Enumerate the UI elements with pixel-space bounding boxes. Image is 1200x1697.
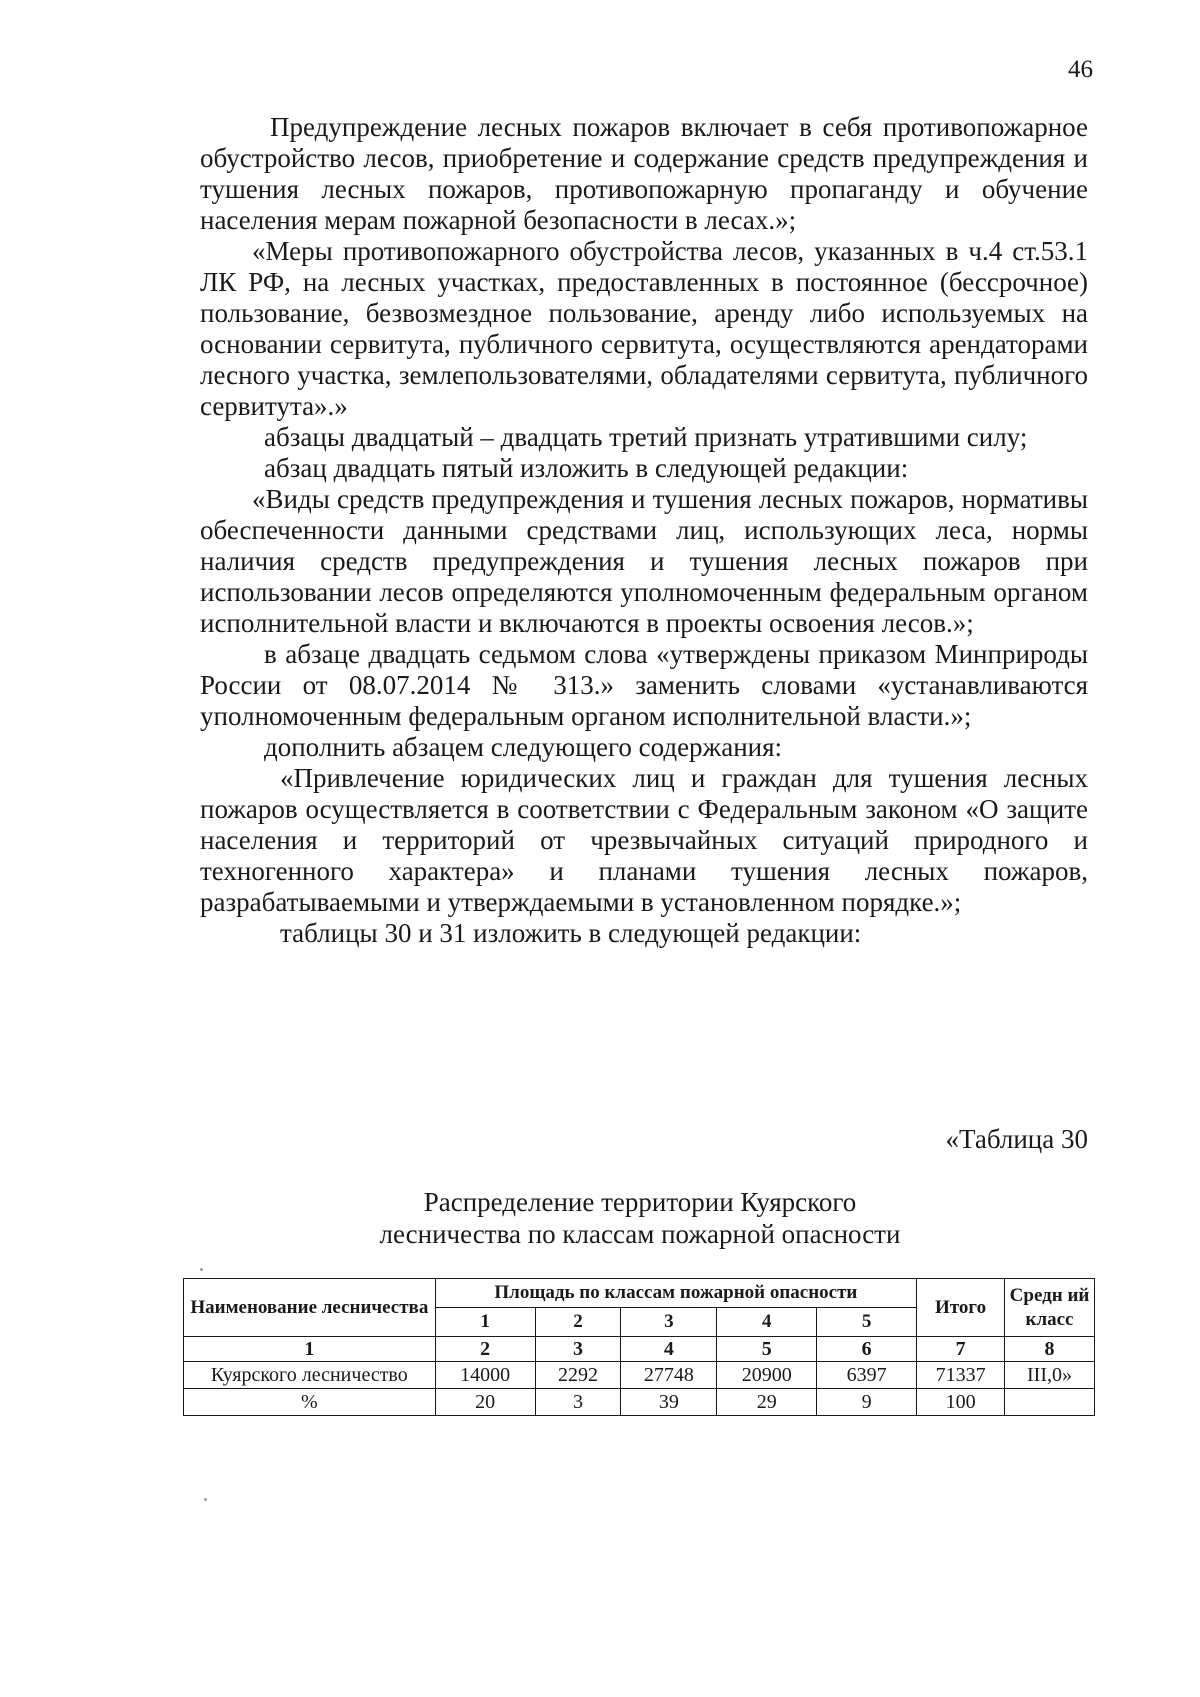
column-number-row bbox=[184, 1337, 1095, 1362]
table-cell: III,0» bbox=[1005, 1362, 1095, 1389]
table-row bbox=[184, 1389, 1095, 1416]
header-class: 4 bbox=[717, 1308, 817, 1337]
table-cell: 3 bbox=[535, 1389, 621, 1416]
paragraph: в абзаце двадцать седьмом слова «утверждены приказом Минприроды России от 08.07.2014 № 313.» заменить словами «устанавливаются уполномоченным федеральным органом исполнительной власти.»; bbox=[200, 639, 1088, 731]
column-number: 5 bbox=[717, 1337, 817, 1362]
table-cell: 29 bbox=[717, 1389, 817, 1416]
table-caption bbox=[360, 1186, 920, 1250]
fire-class-table bbox=[183, 1278, 1095, 1416]
table-cell: 14000 bbox=[435, 1362, 535, 1389]
table-cell bbox=[1005, 1389, 1095, 1416]
column-number: 7 bbox=[917, 1337, 1005, 1362]
header-forestry-name: Наименование лесничества bbox=[184, 1279, 436, 1337]
paragraph: таблицы 30 и 31 изложить в следующей редакции: bbox=[280, 918, 862, 948]
table-cell: Куярского лесничество bbox=[184, 1362, 436, 1389]
table-caption-line: Распределение территории Куярского bbox=[423, 1187, 857, 1217]
header-class: 3 bbox=[621, 1308, 717, 1337]
header-average-class: Средн ий класс bbox=[1005, 1279, 1095, 1337]
body-text bbox=[200, 112, 1088, 949]
table-cell: 6397 bbox=[817, 1362, 917, 1389]
header-total: Итого bbox=[917, 1279, 1005, 1337]
paragraph: абзац двадцать пятый изложить в следующей редакции: bbox=[264, 453, 909, 483]
table-cell: 20 bbox=[435, 1389, 535, 1416]
paragraph: Предупреждение лесных пожаров включает в себя противопожарное обустройство лесов, приобретение и содержание средств предупреждения и тушения лесных пожаров, противопожарную пропаганду и обучение населения мерам пожарной безопасности в лесах.»; bbox=[200, 112, 1088, 235]
table-cell: 27748 bbox=[621, 1362, 717, 1389]
header-class: 2 bbox=[535, 1308, 621, 1337]
column-number: 1 bbox=[184, 1337, 436, 1362]
table-caption-line: лесничества по классам пожарной опасности bbox=[379, 1219, 901, 1249]
column-number: 2 bbox=[435, 1337, 535, 1362]
column-number: 4 bbox=[621, 1337, 717, 1362]
header-area-by-class: Площадь по классам пожарной опасности bbox=[435, 1279, 916, 1308]
table-cell: 100 bbox=[917, 1389, 1005, 1416]
column-number: 6 bbox=[817, 1337, 917, 1362]
table-cell: % bbox=[184, 1389, 436, 1416]
table-cell: 71337 bbox=[917, 1362, 1005, 1389]
table-label: «Таблица 30 bbox=[945, 1124, 1088, 1154]
paragraph: абзацы двадцатый – двадцать третий признать утратившими силу; bbox=[264, 422, 1028, 452]
paragraph: «Меры противопожарного обустройства лесов, указанных в ч.4 ст.53.1 ЛК РФ, на лесных участках, предоставленных в постоянное (бессрочное) пользование, безвозмездное пользование, аренду либо используемых на основании сервитута, публичного сервитута, осуществляются арендаторами лесного участка, землепользователями, обладателями сервитута, публичного сервитута».» bbox=[200, 236, 1088, 421]
paragraph: дополнить абзацем следующего содержания: bbox=[264, 732, 783, 762]
paragraph: «Виды средств предупреждения и тушения лесных пожаров, нормативы обеспеченности данными средствами лиц, использующих леса, нормы наличия средств предупреждения и тушения лесных пожаров при использовании лесов определяются уполномоченным федеральным органом исполнительной власти и включаются в проекты освоения лесов.»; bbox=[200, 484, 1088, 638]
table-cell: 9 bbox=[817, 1389, 917, 1416]
header-class: 5 bbox=[817, 1308, 917, 1337]
page-number: 46 bbox=[1068, 56, 1093, 83]
scan-speck bbox=[200, 1268, 203, 1271]
header-class: 1 bbox=[435, 1308, 535, 1337]
table-row bbox=[184, 1362, 1095, 1389]
table-cell: 2292 bbox=[535, 1362, 621, 1389]
table-cell: 20900 bbox=[717, 1362, 817, 1389]
paragraph: «Привлечение юридических лиц и граждан для тушения лесных пожаров осуществляется в соответствии с Федеральным законом «О защите населения и территорий от чрезвычайных ситуаций природного и техногенного характера» и планами тушения лесных пожаров, разрабатываемыми и утверждаемыми в установленном порядке.»; bbox=[200, 763, 1088, 917]
column-number: 3 bbox=[535, 1337, 621, 1362]
table-cell: 39 bbox=[621, 1389, 717, 1416]
scan-speck bbox=[204, 1498, 207, 1501]
column-number: 8 bbox=[1005, 1337, 1095, 1362]
